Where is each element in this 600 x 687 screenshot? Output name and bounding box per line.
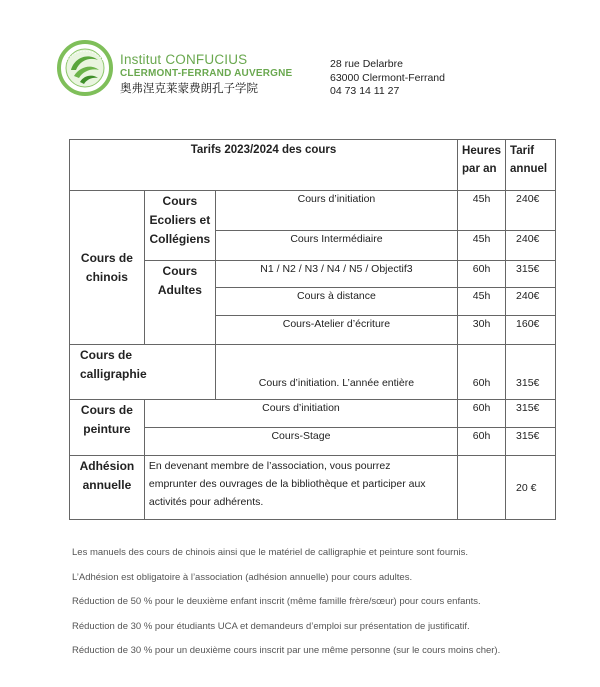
course-price: 20 € (506, 456, 556, 520)
col-header-price: Tarif annuel (506, 140, 556, 191)
confucius-institute-logo-icon (54, 40, 116, 96)
table-row (70, 400, 556, 428)
institute-brand (120, 52, 292, 96)
institute-chinese-name: 奥弗涅克莱蒙费朗孔子学院 (120, 81, 258, 95)
course-name: Cours-Stage (144, 428, 457, 456)
course-price: 315€ (506, 400, 556, 428)
course-hours: 45h (458, 231, 506, 261)
course-price: 315€ (506, 345, 556, 400)
course-hours: 30h (458, 316, 506, 345)
course-price: 240€ (506, 231, 556, 261)
course-price: 315€ (506, 261, 556, 288)
note-item: Réduction de 30 % pour un deuxième cours inscrit par une même personne (sur le cours moins cher). (72, 645, 501, 656)
address-city: 63000 Clermont-Ferrand (330, 71, 445, 84)
note-item: Réduction de 50 % pour le deuxième enfant inscrit (même famille frère/sœur) pour cours enfants. (72, 596, 481, 607)
table-row (70, 456, 556, 520)
course-name: Cours à distance (215, 288, 457, 316)
group-calligraphie: Cours de calligraphie (70, 345, 216, 400)
course-name: Cours d’initiation (144, 400, 457, 428)
table-title: Tarifs 2023/2024 des cours (70, 140, 458, 191)
course-price: 160€ (506, 316, 556, 345)
table-row (70, 191, 556, 231)
adhesion-hours-empty (458, 456, 506, 520)
course-name: Cours-Atelier d’écriture (215, 316, 457, 345)
col-header-hours: Heures par an (458, 140, 506, 191)
course-name: Cours Intermédiaire (215, 231, 457, 261)
group-chinois: Cours de chinois (70, 191, 145, 345)
group-peinture: Cours de peinture (70, 400, 145, 456)
course-name: Cours d’initiation (215, 191, 457, 231)
course-hours: 60h (458, 261, 506, 288)
group-adhesion: Adhésion annuelle (70, 456, 145, 520)
course-hours: 60h (458, 428, 506, 456)
adhesion-description: En devenant membre de l’association, vous pourrez emprunter des ouvrages de la bibliothèque et participer aux activités pour adhérents. (144, 456, 457, 520)
course-hours: 45h (458, 288, 506, 316)
table-header-row (70, 140, 556, 191)
institute-name: Institut CONFUCIUS (120, 52, 248, 67)
note-item: Réduction de 30 % pour étudiants UCA et demandeurs d’emploi sur présentation de justificatif. (72, 620, 470, 632)
note-item: L’Adhésion est obligatoire à l’association (adhésion annuelle) pour cours adultes. (72, 571, 413, 583)
course-hours: 60h (458, 400, 506, 428)
pricing-table (69, 139, 556, 520)
course-name: Cours d’initiation. L’année entière (215, 345, 457, 400)
course-hours: 45h (458, 191, 506, 231)
address-street: 28 rue Delarbre (330, 58, 403, 70)
subgroup-adultes: Cours Adultes (144, 261, 215, 345)
address-block (330, 58, 445, 99)
notes-list (72, 547, 500, 670)
table-row (70, 345, 556, 400)
address-phone: 04 73 14 11 27 (330, 85, 400, 97)
note-item: Les manuels des cours de chinois ainsi que le matériel de calligraphie et peinture sont fournis. (72, 547, 469, 558)
course-hours: 60h (458, 345, 506, 400)
subgroup-ecoliers: Cours Ecoliers et Collégiens (144, 191, 215, 261)
course-name: N1 / N2 / N3 / N4 / N5 / Objectif3 (215, 261, 457, 288)
institute-subtitle: CLERMONT-FERRAND AUVERGNE (120, 68, 293, 79)
course-price: 240€ (506, 191, 556, 231)
course-price: 240€ (506, 288, 556, 316)
course-price: 315€ (506, 428, 556, 456)
